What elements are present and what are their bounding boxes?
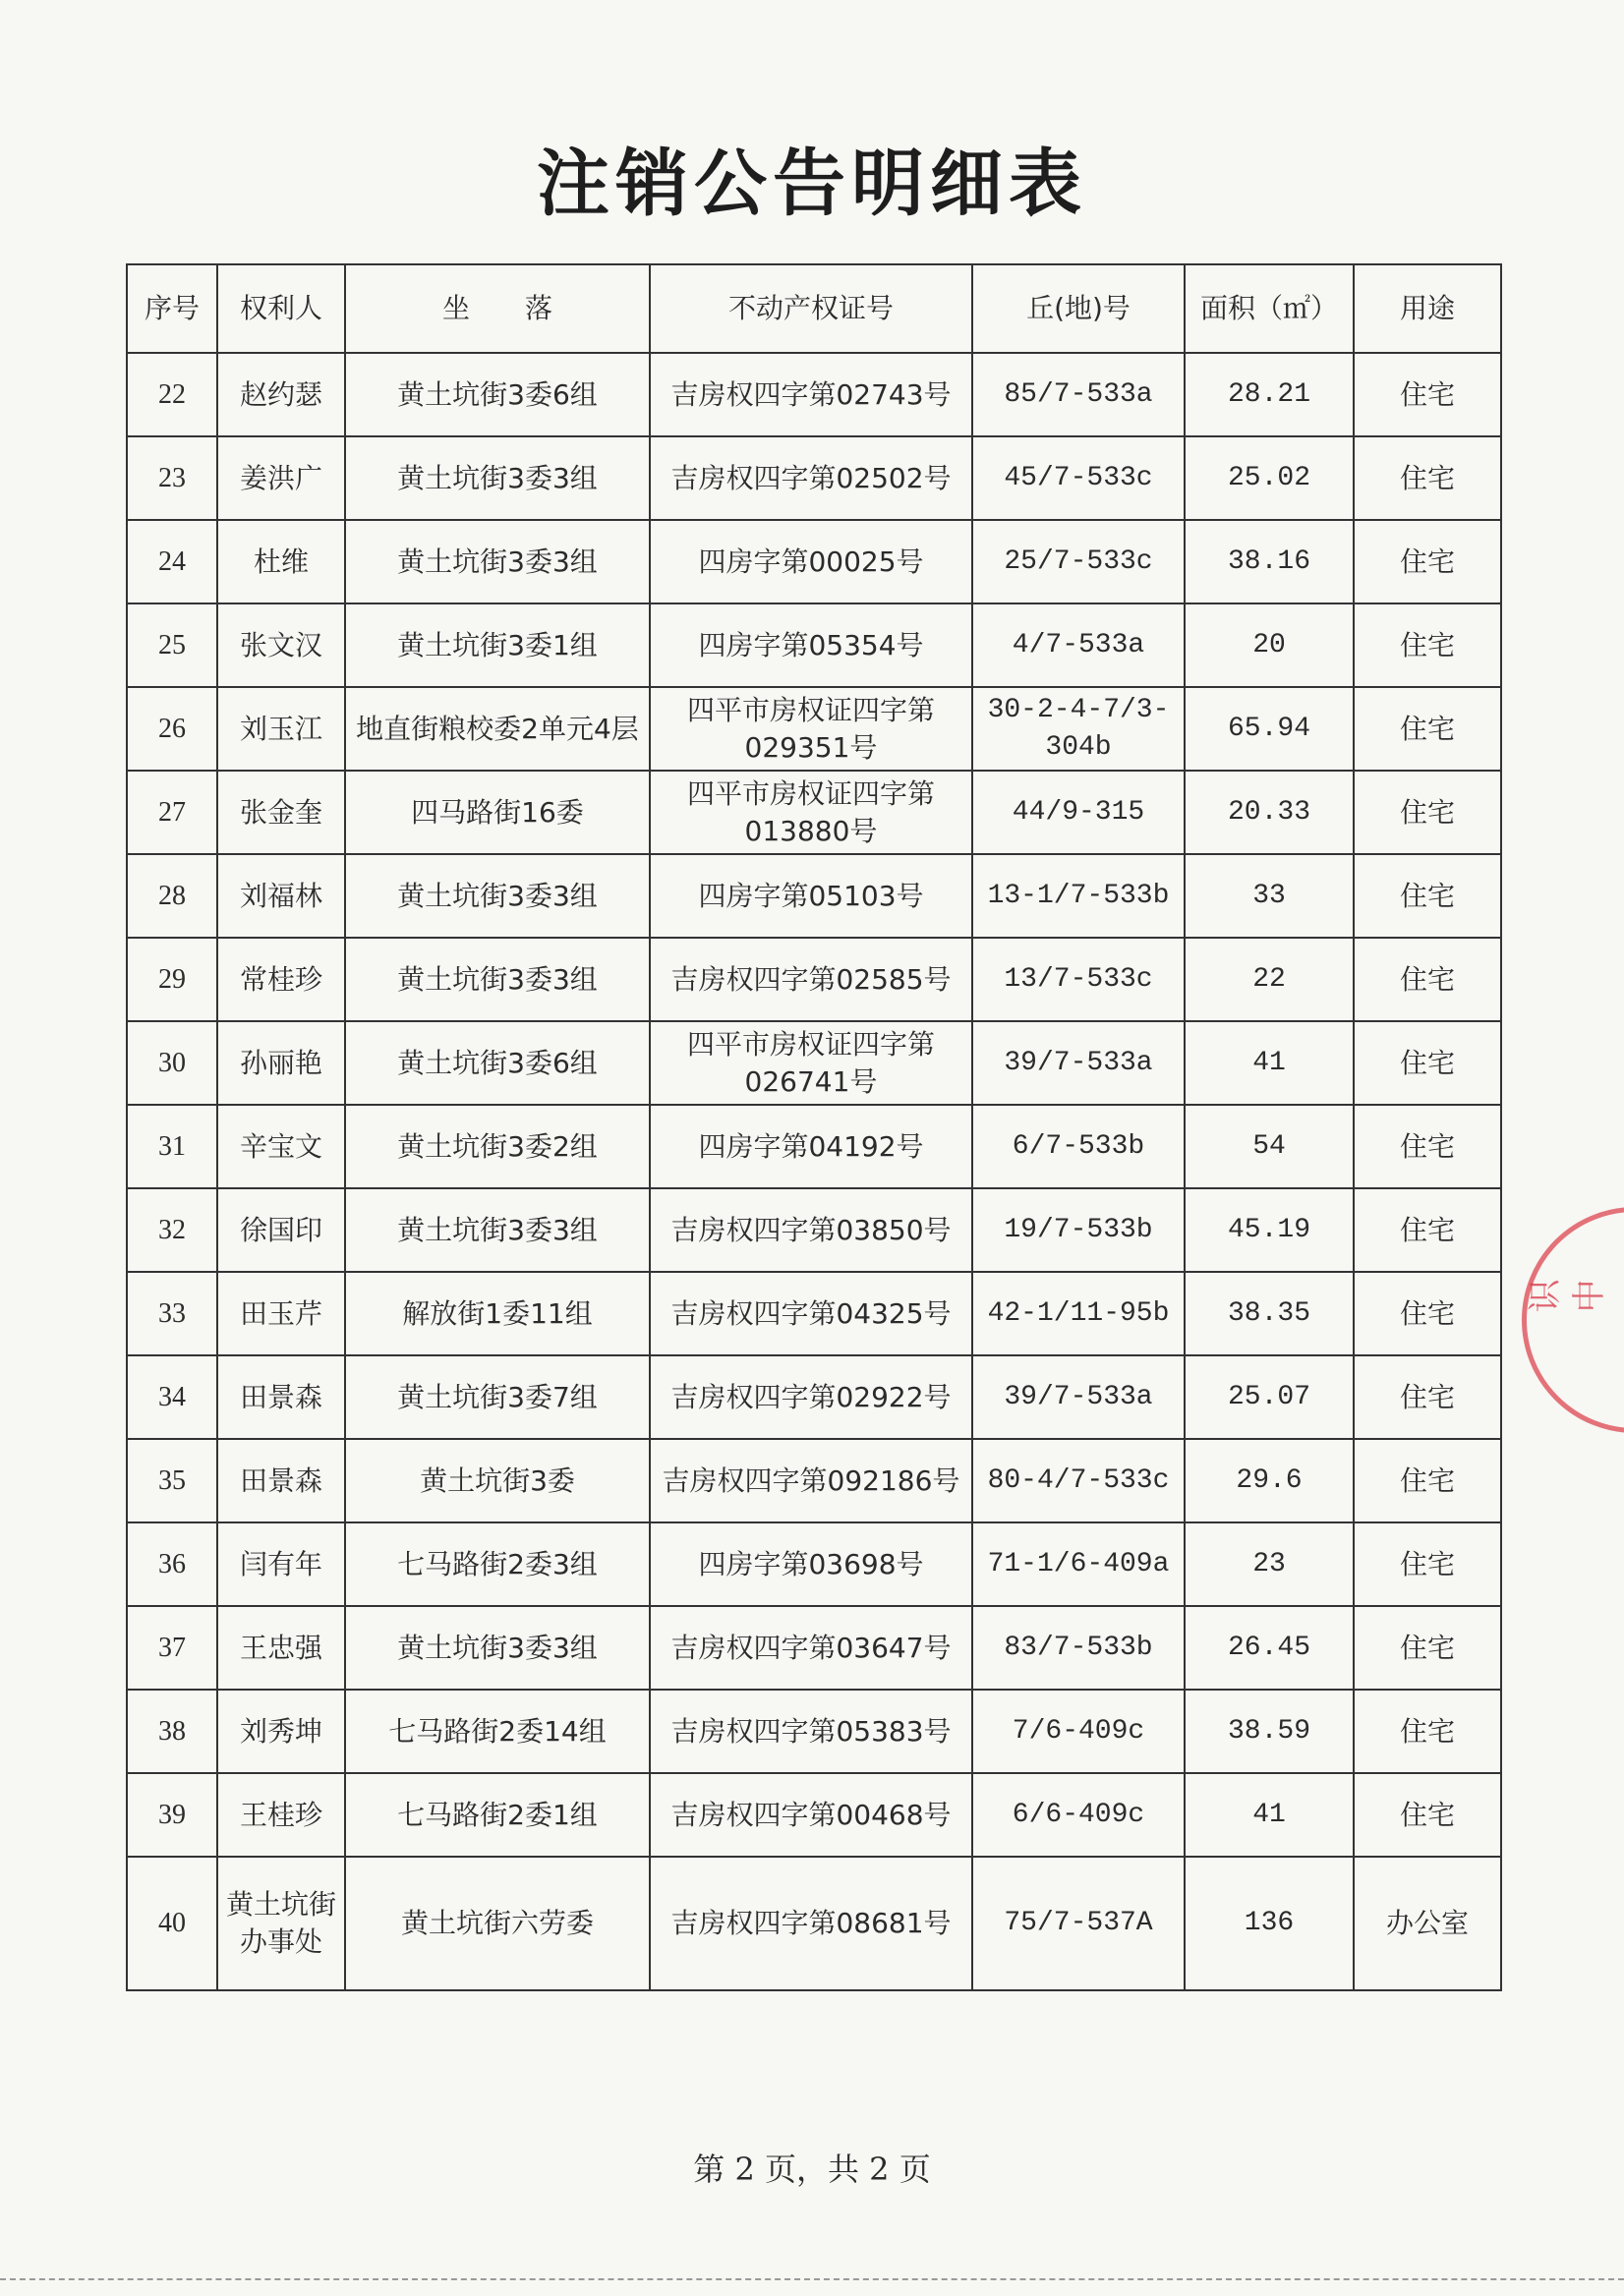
table-row: [127, 854, 1501, 938]
cell-area: 54: [1185, 1105, 1354, 1188]
cell-area: 65.94: [1185, 687, 1354, 771]
cell-seq: 38: [127, 1690, 217, 1773]
table-row: [127, 1773, 1501, 1857]
cell-location: 黄土坑街3委3组: [345, 520, 650, 603]
cell-seq: 39: [127, 1773, 217, 1857]
cell-usage: 住宅: [1354, 436, 1501, 520]
cell-usage: 住宅: [1354, 687, 1501, 771]
cell-parcel: 6/6-409c: [972, 1773, 1185, 1857]
cell-area: 45.19: [1185, 1188, 1354, 1272]
cell-seq: 40: [127, 1857, 217, 1990]
cell-parcel: 13-1/7-533b: [972, 854, 1185, 938]
table-row: [127, 1188, 1501, 1272]
cell-location: 地直街粮校委2单元4层: [345, 687, 650, 771]
table-row: [127, 436, 1501, 520]
cell-parcel: 42-1/11-95b: [972, 1272, 1185, 1355]
cell-certificate: 吉房权四字第03647号: [650, 1606, 972, 1690]
cell-area: 38.59: [1185, 1690, 1354, 1773]
table-row: [127, 771, 1501, 854]
cell-parcel: 13/7-533c: [972, 938, 1185, 1021]
cell-seq: 22: [127, 353, 217, 436]
table-row: [127, 1690, 1501, 1773]
cell-certificate: 四平市房权证四字第029351号: [650, 687, 972, 771]
cell-certificate: 四平市房权证四字第013880号: [650, 771, 972, 854]
cell-seq: 28: [127, 854, 217, 938]
cell-parcel: 25/7-533c: [972, 520, 1185, 603]
cell-certificate: 吉房权四字第02922号: [650, 1355, 972, 1439]
cell-usage: 住宅: [1354, 1272, 1501, 1355]
cell-seq: 30: [127, 1021, 217, 1105]
cell-owner: 赵约瑟: [217, 353, 345, 436]
cell-location: 四马路街16委: [345, 771, 650, 854]
cell-owner: 王桂珍: [217, 1773, 345, 1857]
cell-location: 七马路街2委3组: [345, 1522, 650, 1606]
cell-usage: 住宅: [1354, 1522, 1501, 1606]
cell-seq: 31: [127, 1105, 217, 1188]
cell-usage: 住宅: [1354, 1773, 1501, 1857]
cell-usage: 住宅: [1354, 854, 1501, 938]
cell-area: 23: [1185, 1522, 1354, 1606]
cell-location: 黄土坑街3委3组: [345, 436, 650, 520]
header-owner: 权利人: [217, 264, 345, 353]
cell-usage: 住宅: [1354, 1690, 1501, 1773]
cell-area: 22: [1185, 938, 1354, 1021]
cell-owner: 闫有年: [217, 1522, 345, 1606]
header-usage: 用途: [1354, 264, 1501, 353]
cell-area: 41: [1185, 1021, 1354, 1105]
cell-location: 黄土坑街3委3组: [345, 938, 650, 1021]
cell-area: 38.16: [1185, 520, 1354, 603]
cell-usage: 住宅: [1354, 353, 1501, 436]
table-row: [127, 1522, 1501, 1606]
cell-location: 黄土坑街3委3组: [345, 854, 650, 938]
cell-owner: 徐国印: [217, 1188, 345, 1272]
cell-location: 黄土坑街3委1组: [345, 603, 650, 687]
table-row: [127, 1021, 1501, 1105]
cell-certificate: 四房字第05103号: [650, 854, 972, 938]
cell-certificate: 吉房权四字第00468号: [650, 1773, 972, 1857]
cell-seq: 25: [127, 603, 217, 687]
cell-parcel: 80-4/7-533c: [972, 1439, 1185, 1522]
bottom-divider: [0, 2278, 1624, 2280]
cell-usage: 办公室: [1354, 1857, 1501, 1990]
cell-owner: 辛宝文: [217, 1105, 345, 1188]
cell-parcel: 6/7-533b: [972, 1105, 1185, 1188]
cell-certificate: 四房字第04192号: [650, 1105, 972, 1188]
cell-location: 七马路街2委14组: [345, 1690, 650, 1773]
cell-area: 33: [1185, 854, 1354, 938]
cell-owner: 张金奎: [217, 771, 345, 854]
cell-certificate: 吉房权四字第02585号: [650, 938, 972, 1021]
header-parcel: 丘(地)号: [972, 264, 1185, 353]
cell-usage: 住宅: [1354, 520, 1501, 603]
cell-parcel: 85/7-533a: [972, 353, 1185, 436]
cell-area: 20.33: [1185, 771, 1354, 854]
cell-parcel: 83/7-533b: [972, 1606, 1185, 1690]
cell-owner: 田景森: [217, 1355, 345, 1439]
cell-owner: 常桂珍: [217, 938, 345, 1021]
cell-usage: 住宅: [1354, 1105, 1501, 1188]
cell-parcel: 44/9-315: [972, 771, 1185, 854]
table-row: [127, 1105, 1501, 1188]
cell-usage: 住宅: [1354, 1021, 1501, 1105]
cell-parcel: 39/7-533a: [972, 1355, 1185, 1439]
cell-seq: 36: [127, 1522, 217, 1606]
page-footer: 第 2 页，共 2 页: [693, 2151, 931, 2188]
cell-seq: 29: [127, 938, 217, 1021]
cell-certificate: 四房字第03698号: [650, 1522, 972, 1606]
cell-certificate: 吉房权四字第04325号: [650, 1272, 972, 1355]
cell-area: 20: [1185, 603, 1354, 687]
cancellation-detail-table: [126, 263, 1502, 1991]
cell-parcel: 71-1/6-409a: [972, 1522, 1185, 1606]
cell-location: 黄土坑街3委3组: [345, 1606, 650, 1690]
cell-certificate: 吉房权四字第05383号: [650, 1690, 972, 1773]
table-row: [127, 938, 1501, 1021]
cell-seq: 33: [127, 1272, 217, 1355]
cell-seq: 37: [127, 1606, 217, 1690]
cell-owner: 黄土坑街办事处: [217, 1857, 345, 1990]
cell-usage: 住宅: [1354, 603, 1501, 687]
cell-owner: 王忠强: [217, 1606, 345, 1690]
cell-parcel: 7/6-409c: [972, 1690, 1185, 1773]
cell-certificate: 吉房权四字第08681号: [650, 1857, 972, 1990]
cell-location: 黄土坑街3委2组: [345, 1105, 650, 1188]
cell-area: 28.21: [1185, 353, 1354, 436]
cell-location: 解放街1委11组: [345, 1272, 650, 1355]
cell-area: 25.07: [1185, 1355, 1354, 1439]
table-row: [127, 1439, 1501, 1522]
cell-certificate: 吉房权四字第03850号: [650, 1188, 972, 1272]
header-seq: 序号: [127, 264, 217, 353]
table-body: [127, 353, 1501, 1990]
header-location: 坐 落: [345, 264, 650, 353]
table-row: [127, 520, 1501, 603]
cell-owner: 田玉芹: [217, 1272, 345, 1355]
cell-usage: 住宅: [1354, 938, 1501, 1021]
cell-owner: 张文汉: [217, 603, 345, 687]
cell-owner: 刘秀坤: [217, 1690, 345, 1773]
cell-certificate: 吉房权四字第02502号: [650, 436, 972, 520]
cell-usage: 住宅: [1354, 1188, 1501, 1272]
cell-owner: 孙丽艳: [217, 1021, 345, 1105]
cell-area: 26.45: [1185, 1606, 1354, 1690]
cell-seq: 23: [127, 436, 217, 520]
cell-parcel: 19/7-533b: [972, 1188, 1185, 1272]
cell-certificate: 吉房权四字第092186号: [650, 1439, 972, 1522]
cell-area: 136: [1185, 1857, 1354, 1990]
table-row: [127, 603, 1501, 687]
cell-location: 七马路街2委1组: [345, 1773, 650, 1857]
stamp-text: 识 中: [1527, 1279, 1604, 1319]
cell-seq: 26: [127, 687, 217, 771]
cell-parcel: 30-2-4-7/3-304b: [972, 687, 1185, 771]
cell-location: 黄土坑街3委6组: [345, 1021, 650, 1105]
cell-parcel: 4/7-533a: [972, 603, 1185, 687]
cell-certificate: 吉房权四字第02743号: [650, 353, 972, 436]
cell-usage: 住宅: [1354, 1439, 1501, 1522]
cell-certificate: 四房字第05354号: [650, 603, 972, 687]
cell-area: 41: [1185, 1773, 1354, 1857]
cell-location: 黄土坑街3委3组: [345, 1188, 650, 1272]
cell-seq: 35: [127, 1439, 217, 1522]
cell-parcel: 75/7-537A: [972, 1857, 1185, 1990]
table-row: [127, 1857, 1501, 1990]
table-row: [127, 687, 1501, 771]
cell-area: 25.02: [1185, 436, 1354, 520]
cell-seq: 34: [127, 1355, 217, 1439]
cell-certificate: 四平市房权证四字第026741号: [650, 1021, 972, 1105]
cell-owner: 田景森: [217, 1439, 345, 1522]
table-row: [127, 1606, 1501, 1690]
cell-location: 黄土坑街六劳委: [345, 1857, 650, 1990]
cell-seq: 32: [127, 1188, 217, 1272]
header-area: 面积（㎡）: [1185, 264, 1354, 353]
cell-owner: 杜维: [217, 520, 345, 603]
cell-usage: 住宅: [1354, 1606, 1501, 1690]
page-title: 注销公告明细表: [537, 142, 1087, 226]
cell-parcel: 45/7-533c: [972, 436, 1185, 520]
cell-area: 29.6: [1185, 1439, 1354, 1522]
cell-location: 黄土坑街3委: [345, 1439, 650, 1522]
cell-location: 黄土坑街3委7组: [345, 1355, 650, 1439]
cell-parcel: 39/7-533a: [972, 1021, 1185, 1105]
cell-usage: 住宅: [1354, 771, 1501, 854]
cell-owner: 刘福林: [217, 854, 345, 938]
cell-seq: 27: [127, 771, 217, 854]
table-row: [127, 1355, 1501, 1439]
cell-owner: 姜洪广: [217, 436, 345, 520]
header-certificate: 不动产权证号: [650, 264, 972, 353]
table-row: [127, 353, 1501, 436]
table-row: [127, 1272, 1501, 1355]
cell-location: 黄土坑街3委6组: [345, 353, 650, 436]
cell-area: 38.35: [1185, 1272, 1354, 1355]
cell-certificate: 四房字第00025号: [650, 520, 972, 603]
cell-seq: 24: [127, 520, 217, 603]
cell-usage: 住宅: [1354, 1355, 1501, 1439]
cell-owner: 刘玉江: [217, 687, 345, 771]
table-header-row: [127, 264, 1501, 353]
